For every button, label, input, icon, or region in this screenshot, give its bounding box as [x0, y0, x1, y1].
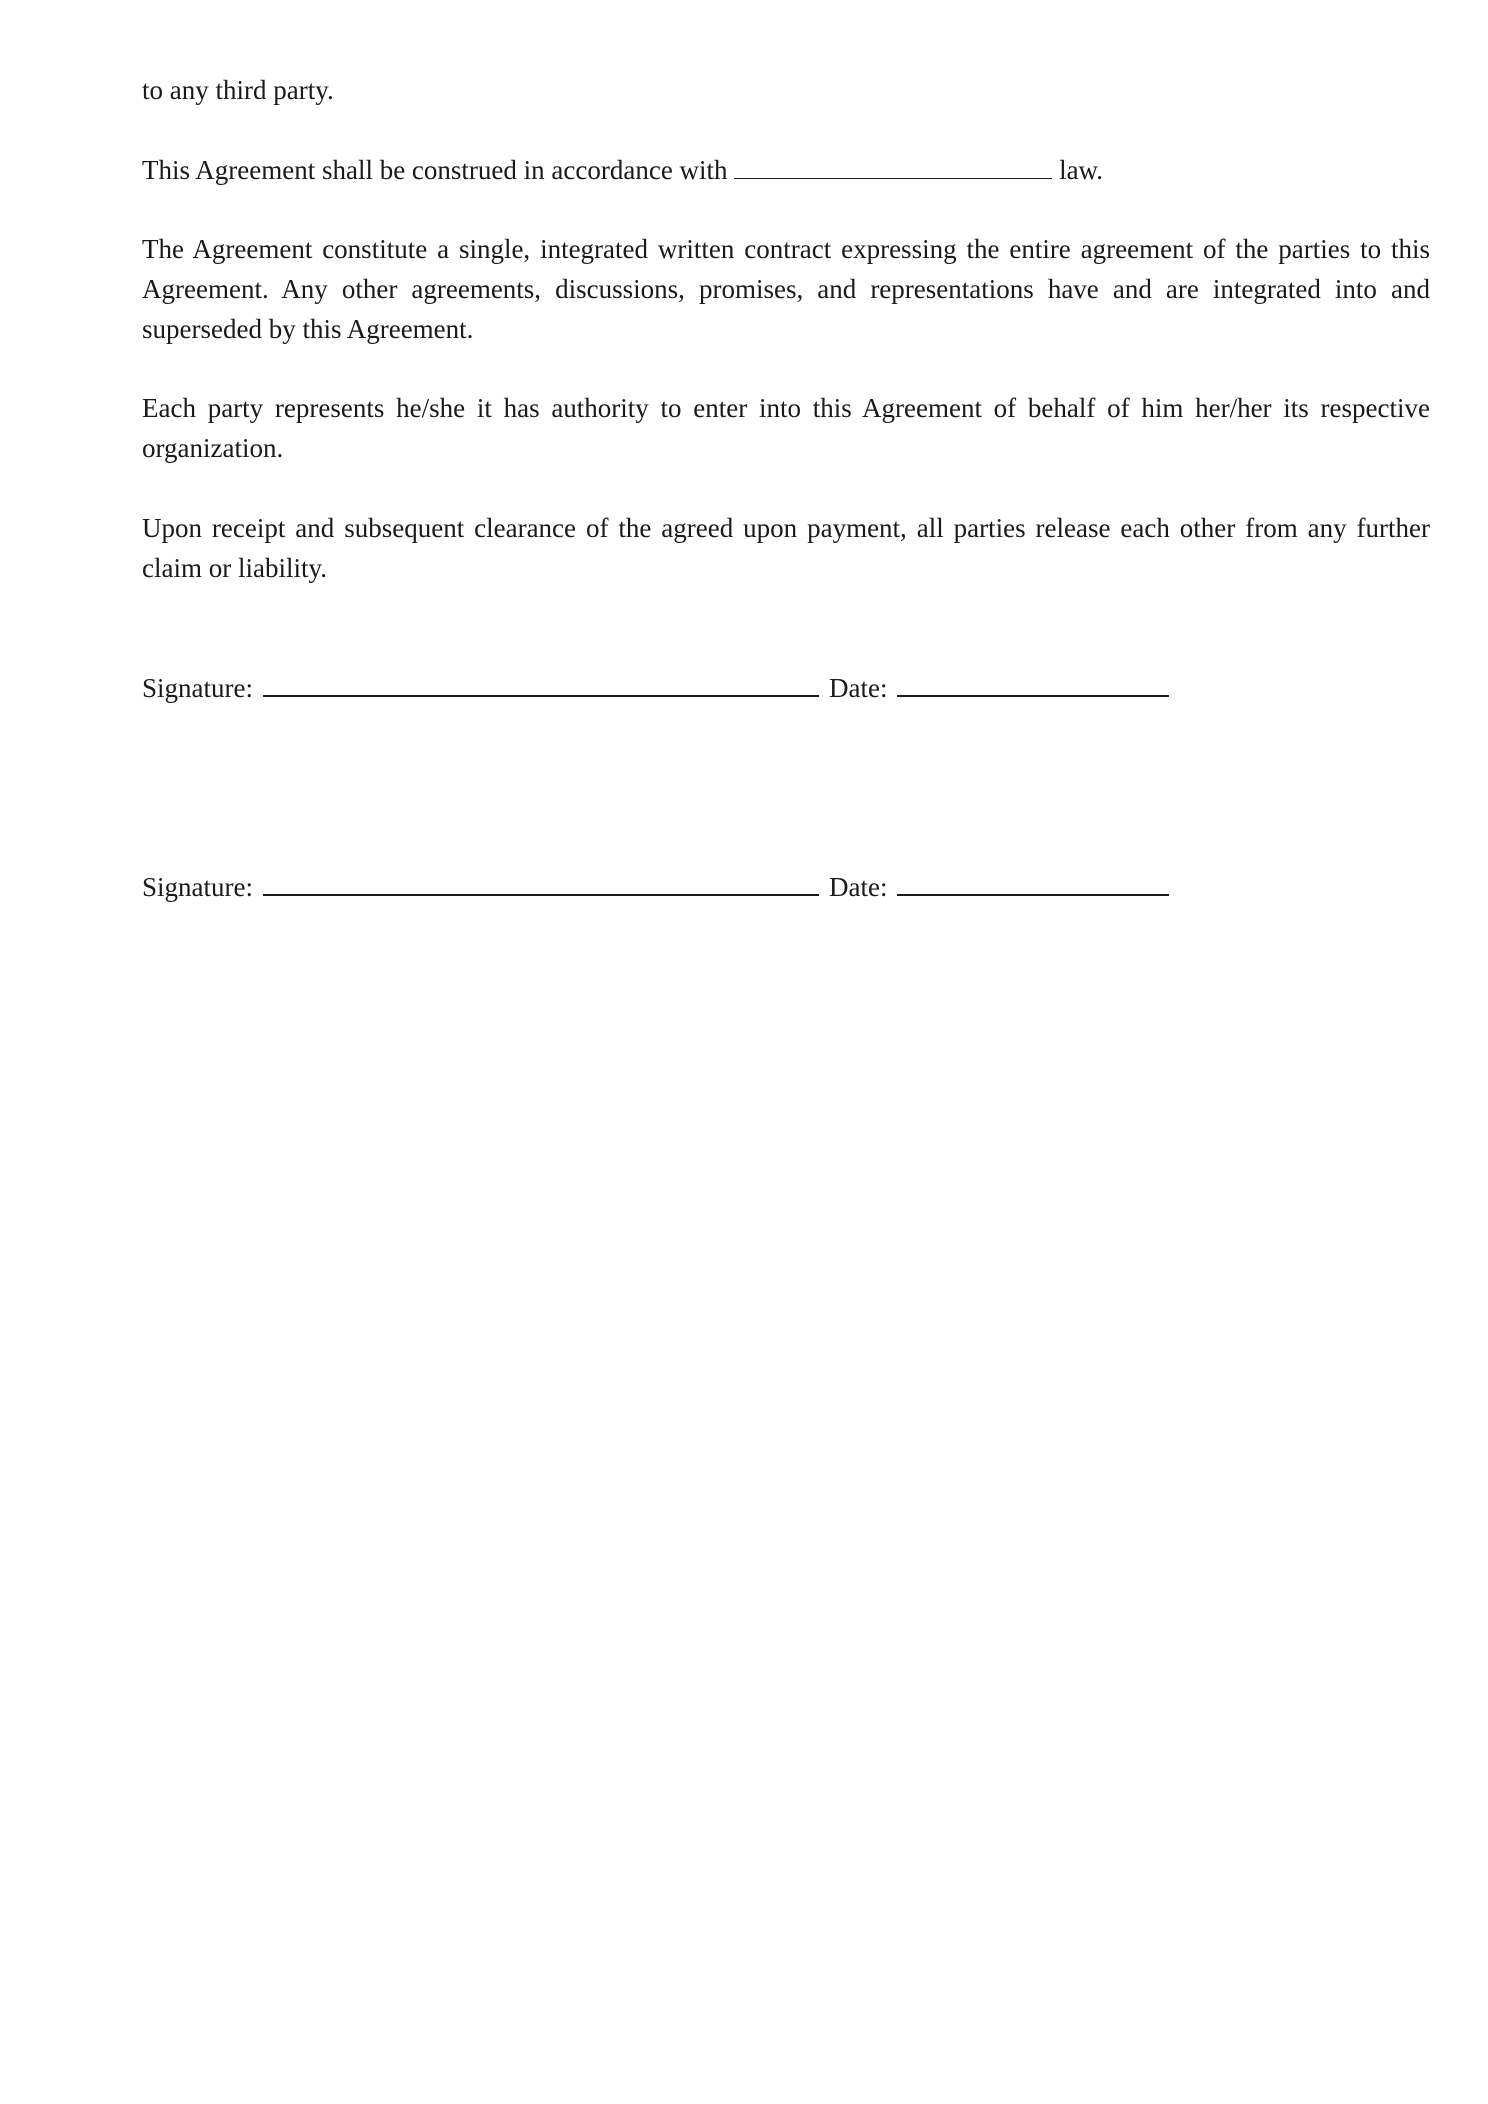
paragraph-governing-law	[142, 150, 1430, 190]
date-line[interactable]	[897, 669, 1169, 697]
date-label: Date:	[828, 872, 888, 902]
paragraph-third-party: to any third party.	[142, 75, 334, 105]
signature-label: Signature:	[142, 673, 253, 703]
signature-line[interactable]	[263, 868, 819, 896]
paragraph-entire-agreement: The Agreement constitute a single, integrated written contract expressing the entire agreement of the parties to this Agreement. Any other agreements, discussions, promises, and representations have and are integrated into and superseded by this Agreement.	[142, 234, 1430, 344]
signature-row-2	[142, 867, 1169, 907]
governing-law-suffix: law.	[1059, 155, 1104, 185]
governing-law-blank[interactable]	[734, 156, 1052, 179]
date-line[interactable]	[897, 868, 1169, 896]
date-label: Date:	[828, 673, 888, 703]
signature-label: Signature:	[142, 872, 253, 902]
paragraph-authority: Each party represents he/she it has authority to enter into this Agreement of behalf of him her/her its respective organization.	[142, 393, 1430, 463]
paragraph-release: Upon receipt and subsequent clearance of the agreed upon payment, all parties release each other from any further claim or liability.	[142, 513, 1430, 583]
signature-line[interactable]	[263, 669, 819, 697]
governing-law-text: This Agreement shall be construed in accordance with	[142, 155, 728, 185]
signature-row-1	[142, 668, 1169, 708]
